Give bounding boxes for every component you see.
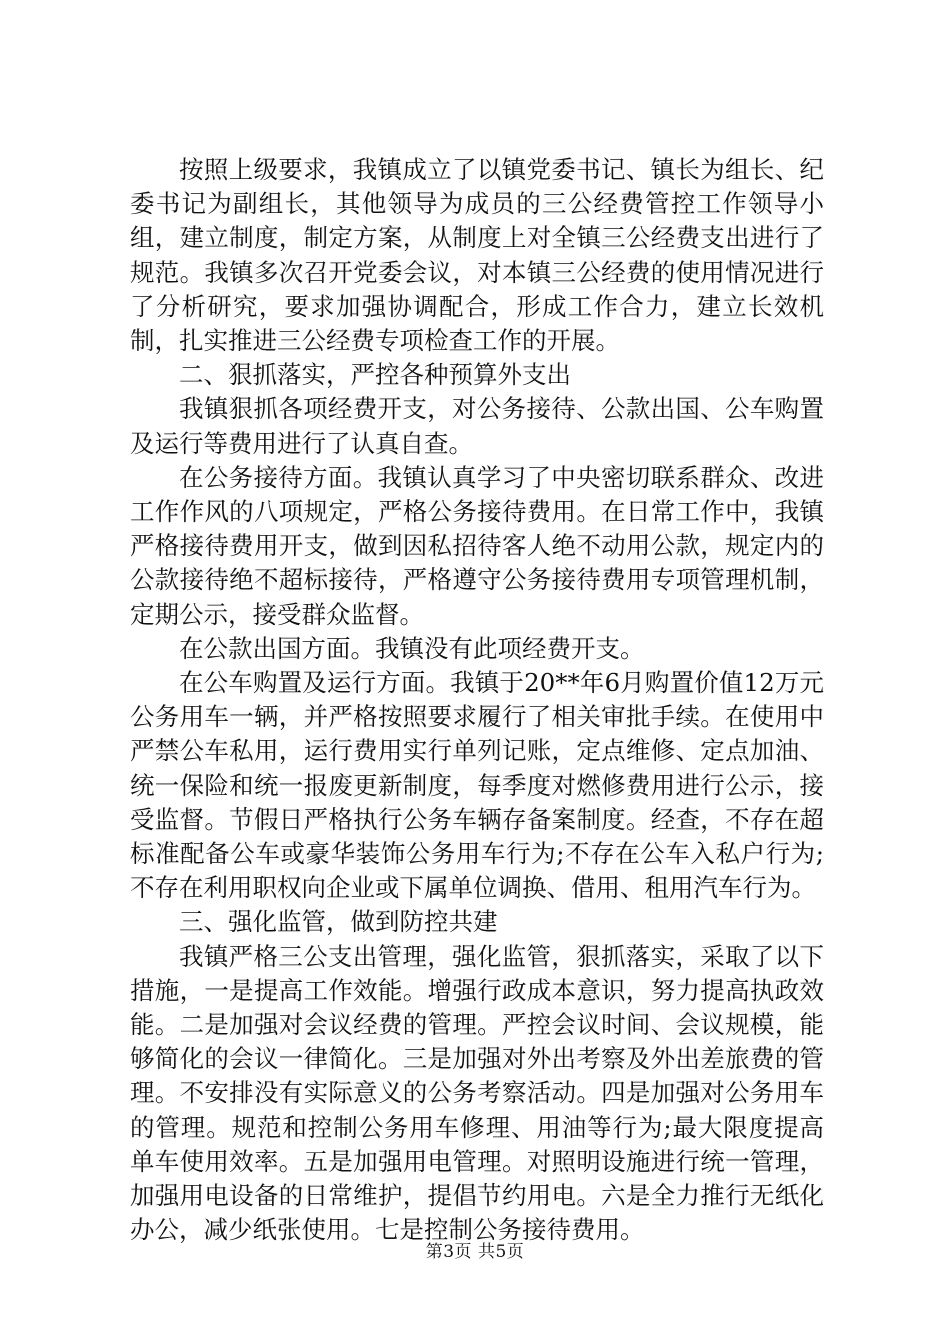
- paragraph-official-vehicles: 在公车购置及运行方面。我镇于20**年6月购置价值12万元公务用车一辆，并严格按照要求履行了相关审批手续。在使用中严禁公车私用，运行费用实行单列记账，定点维修、定点加油、统一保险和统一报废更新制度，每季度对燃修费用进行公示，接受监督。节假日严格执行公务车辆存备案制度。经查，不存在超标准配备公车或豪华装饰公务用车行为;不存在公车入私户行为;不存在利用职权向企业或下属单位调换、借用、租用汽车行为。: [130, 668, 824, 903]
- paragraph-official-reception: 在公务接待方面。我镇认真学习了中央密切联系群众、改进工作作风的八项规定，严格公务接待费用。在日常工作中，我镇严格接待费用开支，做到因私招待客人绝不动用公款，规定内的公款接待绝不超标接待，严格遵守公务接待费用专项管理机制，定期公示，接受群众监督。: [130, 462, 824, 629]
- page-number-footer: 第3页 共5页: [425, 1242, 525, 1262]
- paragraph-supervision-measures: 我镇严格三公支出管理，强化监管，狠抓落实，采取了以下措施，一是提高工作效能。增强行政成本意识，努力提高执政效能。二是加强对会议经费的管理。严控会议时间、会议规模，能够简化的会议一律简化。三是加强对外出考察及外出差旅费的管理。不安排没有实际意义的公务考察活动。四是加强对公务用车的管理。规范和控制公务用车修理、用油等行为;最大限度提高单车使用效率。五是加强用电管理。对照明设施进行统一管理，加强用电设备的日常维护，提倡节约用电。六是全力推行无纸化办公，减少纸张使用。七是控制公务接待费用。: [130, 941, 824, 1245]
- paragraph-intro: 按照上级要求，我镇成立了以镇党委书记、镇长为组长、纪委书记为副组长，其他领导为成员的三公经费管控工作领导小组，建立制度，制定方案，从制度上对全镇三公经费支出进行了规范。我镇多次召开党委会议，对本镇三公经费的使用情况进行了分析研究，要求加强协调配合，形成工作合力，建立长效机制，扎实推进三公经费专项检查工作的开展。: [130, 155, 824, 356]
- section-heading-2: 二、狠抓落实，严控各种预算外支出: [179, 360, 571, 390]
- paragraph-overseas-travel: 在公款出国方面。我镇没有此项经费开支。: [179, 633, 645, 663]
- document-body: [130, 153, 824, 1248]
- section-heading-3: 三、强化监管，做到防控共建: [179, 907, 498, 937]
- paragraph-expense-review: 我镇狠抓各项经费开支，对公务接待、公款出国、公车购置及运行等费用进行了认真自查。: [130, 394, 824, 458]
